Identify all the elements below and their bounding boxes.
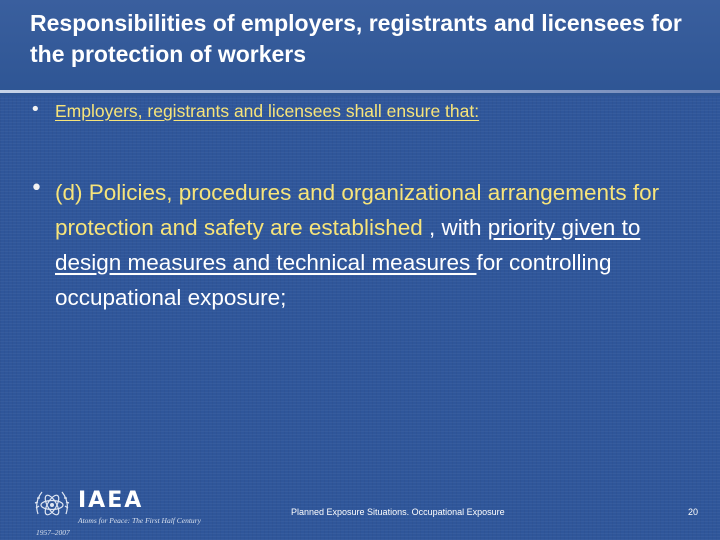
logo-tagline: Atoms for Peace: The First Half Century — [78, 516, 201, 525]
bullet-2-connector: , with — [422, 215, 488, 240]
bullet-1-text: Employers, registrants and licensees shall ensure that: — [55, 101, 480, 121]
page-number: 20 — [688, 507, 699, 517]
bullet-2-tail: for controlling occupational exposure; — [55, 250, 612, 310]
bullet-2-underlined: priority given to design measures and technical measures — [55, 215, 641, 275]
slide-title: Responsibilities of employers, registrants and licensees for the protection of workers — [30, 10, 682, 67]
iaea-emblem-icon — [30, 484, 74, 528]
logo-years: 1957–2007 — [36, 528, 70, 537]
bullet-2-highlight: (d) Policies, procedures and organizational arrangements for protection and safety are established — [55, 180, 660, 240]
bullet-marker: • — [30, 176, 43, 201]
bullet-2-text — [55, 175, 705, 315]
slide-title-bar — [0, 0, 720, 96]
logo-name: IAEA — [78, 488, 144, 513]
bullet-marker: • — [30, 99, 41, 120]
iaea-logo — [30, 484, 220, 538]
title-divider — [0, 90, 720, 93]
footer-caption: Planned Exposure Situations. Occupational Exposure — [291, 507, 505, 517]
